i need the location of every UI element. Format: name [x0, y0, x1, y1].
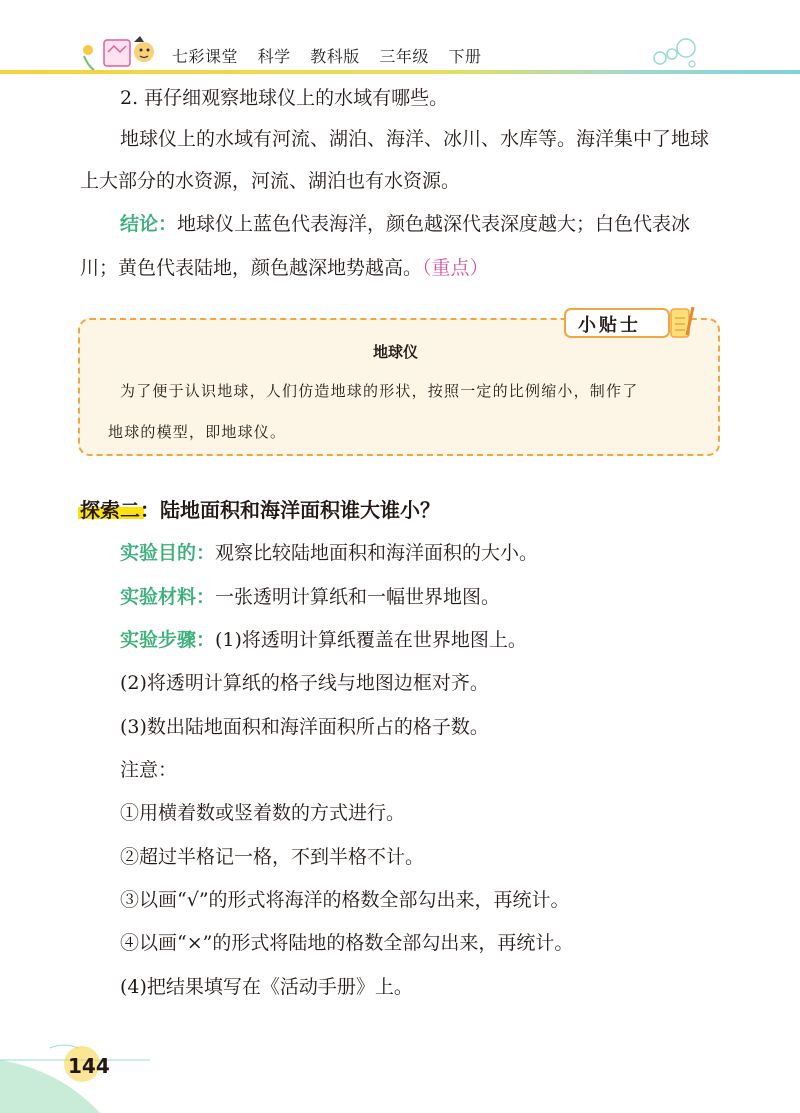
step-4: (4)把结果填写在《活动手册》上。 [120, 976, 413, 998]
section-label: 探索二 [80, 498, 140, 522]
note-1: ①用横着数或竖着数的方式进行。 [120, 802, 406, 824]
note-2: ②超过半格记一格，不到半格不计。 [120, 846, 425, 868]
conclusion-label: 结论： [120, 213, 178, 235]
note-label: 注意： [120, 759, 178, 781]
steps-label: 实验步骤： [120, 629, 216, 651]
header-term: 下册 [448, 47, 482, 66]
answer-line-2: 上大部分的水资源，河流、湖泊也有水资源。 [80, 170, 461, 192]
material-label: 实验材料： [120, 586, 216, 608]
steps-line [120, 628, 527, 652]
step-3: (3)数出陆地面积和海洋面积所占的格子数。 [120, 716, 489, 738]
purpose-text: 观察比较陆地面积和海洋面积的大小。 [215, 542, 539, 564]
note-3: ③以画“√”的形式将海洋的格数全部勾出来，再统计。 [120, 889, 570, 911]
key-point-label: （重点） [422, 257, 489, 279]
header-title [172, 44, 495, 67]
answer-line-1: 地球仪上的水域有河流、湖泊、海洋、冰川、水库等。海洋集中了地球 [120, 128, 710, 150]
brand-logo-icon [78, 34, 164, 74]
tip-text-line-1: 为了便于认识地球，人们仿造地球的形状，按照一定的比例缩小，制作了 [120, 382, 639, 400]
section-title [80, 494, 440, 523]
header-subject: 科学 [257, 47, 291, 66]
tip-title: 地球仪 [373, 343, 419, 361]
step-2: (2)将透明计算纸的格子线与地图边框对齐。 [120, 672, 489, 694]
page-number: 144 [68, 1054, 110, 1078]
question-2: 2. 再仔细观察地球仪上的水域有哪些。 [120, 87, 449, 109]
conclusion-text-1: 地球仪上蓝色代表海洋，颜色越深代表深度越大；白色代表冰 [177, 213, 691, 235]
tip-badge-label: 小贴士 [578, 315, 641, 336]
material-text: 一张透明计算纸和一幅世界地图。 [215, 586, 501, 608]
conclusion-line-1 [120, 212, 690, 236]
decorative-circles-icon [640, 36, 760, 72]
step-1: (1)将透明计算纸覆盖在世界地图上。 [215, 629, 527, 651]
conclusion-text-2: 川；黄色代表陆地，颜色越深地势越高。 [80, 257, 423, 279]
header-grade: 三年级 [379, 47, 429, 66]
header-brand: 七彩课堂 [172, 47, 239, 66]
conclusion-line-2 [80, 256, 489, 280]
purpose-line [120, 541, 538, 565]
purpose-label: 实验目的： [120, 542, 216, 564]
material-line [120, 585, 500, 609]
tip-text-line-2: 地球的模型，即地球仪。 [108, 423, 287, 441]
section-heading: ：陆地面积和海洋面积谁大谁小？ [140, 498, 440, 522]
page-header [0, 0, 800, 80]
note-4: ④以画“×”的形式将陆地的格数全部勾出来，再统计。 [120, 932, 574, 954]
header-publisher: 教科版 [310, 47, 360, 66]
